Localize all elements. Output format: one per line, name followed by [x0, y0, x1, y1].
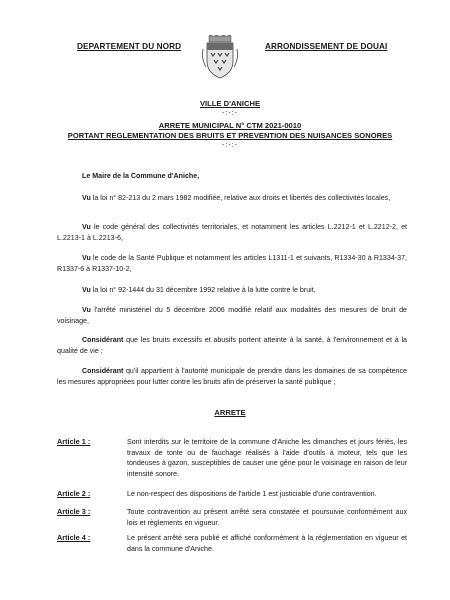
- article-label: Article 2 :: [57, 489, 91, 498]
- mayor-line: Le Maire de la Commune d'Aniche,: [82, 172, 200, 180]
- article-text: Sont interdits sur le territoire de la commune d'Aniche les dimanches et jours fériés, les travaux de tonte ou de fauchage réalisés à l'aide d'outils à moteur, tels que les tondeuses à gazon, susceptibles de causer une gêne pour le voisinage en raison de leur intensité sonore.: [127, 438, 407, 478]
- considerant-paragraph: [57, 335, 407, 356]
- town-title: VILLE D'ANICHE: [199, 99, 261, 108]
- vu-paragraph: [57, 253, 407, 274]
- article-label: Article 3 :: [57, 507, 91, 516]
- vu-paragraph: [57, 193, 407, 204]
- vu-text: le code général des collectivités territoriales, et notamment les articles L.2212-1 et L.2212-2, et L.2213-1 à L.2213-6,: [57, 223, 407, 242]
- article-label: Article 1 :: [57, 437, 91, 446]
- considerant-text: que les bruits excessifs et abusifs portent atteinte à la santé, à l'environnement et à la qualité de vie ;: [57, 336, 407, 355]
- vu-paragraph: [57, 285, 407, 296]
- arrete-number: ARRETE MUNICIPAL N° CTM 2021-0010: [158, 121, 302, 130]
- considerant-text: qu'il appartient à l'autorité municipale de prendre dans les domaines de sa compétence les mesures appropriées pour lutter contre les bruits afin de préserver la santé publique ;: [57, 367, 407, 386]
- arrete-subject: PORTANT REGLEMENTATION DES BRUITS ET PREVENTION DES NUISANCES SONORES: [67, 131, 393, 140]
- vu-paragraph: [57, 222, 407, 243]
- vu-lead: Vu: [82, 254, 91, 262]
- vu-text: le code de la Santé Publique et notamment les articles L1311-1 et suivants, R1334-30 à R1334-37, R1337-6 à R1337-10-2,: [57, 254, 407, 273]
- vu-text: la loi n° 82-213 du 2 mars 1982 modifiée, relative aux droits et libertés des collectivités locales,: [90, 194, 391, 202]
- considerant-lead: Considérant: [82, 367, 124, 375]
- considerant-lead: Considérant: [82, 336, 124, 344]
- considerant-paragraph: [57, 366, 407, 387]
- vu-lead: Vu: [82, 306, 91, 314]
- vu-text: la loi n° 92-1444 du 31 décembre 1992 relative à la lutte contre le bruit,: [90, 286, 316, 294]
- article-label: Article 4 :: [57, 533, 91, 542]
- vu-lead: Vu: [82, 286, 91, 294]
- decision-heading: ARRETE: [214, 408, 246, 417]
- vu-text: l'arrêté ministériel du 5 décembre 2006 modifié relatif aux modalités des mesures de bruit de voisinage,: [57, 306, 407, 325]
- article-text: Le non-respect des dispositions de l'article 1 est justiciable d'une contravention.: [127, 490, 377, 498]
- coat-of-arms-icon: [201, 35, 239, 79]
- vu-paragraph: [57, 305, 407, 326]
- arrondissement-header: ARRONDISSEMENT DE DOUAI: [265, 42, 388, 51]
- department-header: DEPARTEMENT DU NORD: [77, 42, 182, 51]
- article-text: Toute contravention au présent arrêté sera constatée et poursuivie conformément aux lois et règlements en vigueur.: [127, 508, 407, 527]
- title-separator: -:-:-: [222, 142, 238, 149]
- vu-lead: Vu: [82, 194, 91, 202]
- article-text: Le présent arrêté sera publié et affiché conformément à la réglementation en vigueur et dans la commune d'Aniche.: [127, 534, 407, 553]
- vu-lead: Vu: [82, 223, 91, 231]
- title-separator: -:-:-: [222, 110, 238, 117]
